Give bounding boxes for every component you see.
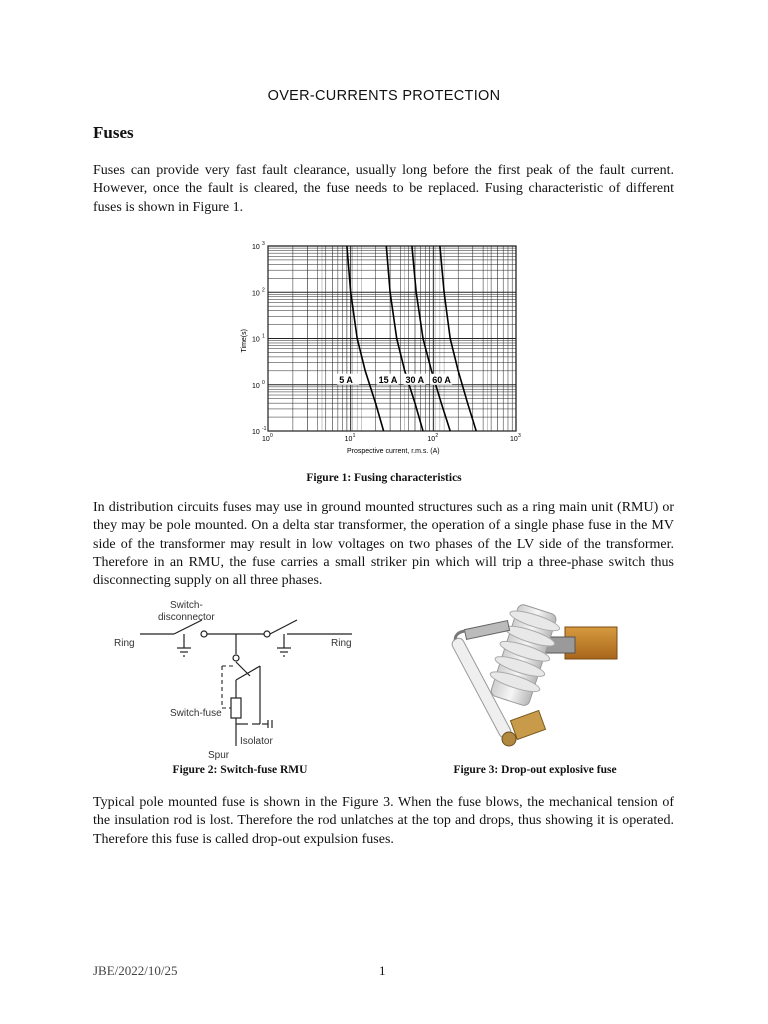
y-tick-label: 10 [252, 429, 260, 436]
x-tick-label: 10 [344, 436, 353, 443]
x-tick-label: 10 [510, 436, 518, 443]
y-tick-exponent: -1 [262, 426, 267, 432]
section-heading: Fuses [93, 123, 134, 142]
y-tick-exponent: 0 [262, 379, 265, 386]
label-ring-right: Ring [331, 638, 352, 649]
y-tick-label: 10 [252, 382, 260, 390]
x-axis-label: Prospective current, r.m.s. (A) [347, 448, 440, 455]
drop-out-fuse-photo [445, 597, 620, 757]
y-tick-exponent: 1 [262, 333, 265, 340]
label-ring-left: Ring [114, 638, 135, 649]
switch-fuse-rmu-diagram [112, 596, 362, 764]
x-tick-exponent: 0 [270, 433, 273, 439]
curve-label: 5 A [339, 374, 353, 385]
label-isolator: Isolator [240, 736, 273, 747]
label-switch-fuse: Switch-fuse [170, 708, 222, 719]
x-tick-label: 10 [427, 436, 436, 443]
label-spur: Spur [208, 750, 230, 761]
curve-label: 15 A [378, 374, 398, 385]
fusing-characteristics-chart [228, 236, 538, 462]
paragraph-rmu: In distribution circuits fuses may use in ground mounted structures such as a ring main unit (RMU) or they may be pole mounted. On a delta star transformer, the operation of a single phase fuse in the MV side of the transformer may result in low voltages on two phases of the LV side of the transformer. Therefore in an RMU, the fuse carries a small striker pin which will trip a three-phase switch thus disconnecting supply on all three phases. [93, 500, 674, 589]
figure2-caption: Figure 2: Switch-fuse RMU [172, 764, 308, 776]
figure1-caption: Figure 1: Fusing characteristics [306, 472, 462, 484]
paragraph-pole-mounted: Typical pole mounted fuse is shown in the Figure 3. When the fuse blows, the mechanical tension of the insulation rod is lost. Therefore the rod unlatches at the top and drops, thus showing it is operated. Therefore this fuse is called drop-out expulsion fuses. [93, 795, 674, 847]
chart-grid [268, 246, 516, 431]
y-tick-label: 10 [252, 290, 260, 298]
x-tick-exponent: 2 [435, 433, 439, 439]
curve-label: 60 A [432, 374, 451, 385]
label-switch-disconnector-line1: Switch- [170, 600, 203, 611]
x-tick-label: 10 [262, 436, 270, 443]
label-switch-disconnector-line2: disconnector [158, 612, 215, 623]
page-number: 1 [379, 963, 386, 978]
y-axis-label: Time(s) [241, 329, 248, 353]
paragraph-intro: Fuses can provide very fast fault clearance, usually long before the first peak of the fault current. However, once the fault is cleared, the fuse needs to be replaced. Fusing characteristic of different fuses is shown in Figure 1. [93, 163, 674, 215]
x-tick-exponent: 3 [518, 433, 521, 439]
y-tick-label: 10 [252, 244, 260, 251]
x-tick-exponent: 1 [352, 433, 356, 439]
page-title: OVER-CURRENTS PROTECTION [267, 88, 501, 104]
curve-label: 30 A [405, 374, 425, 385]
footer-date: JBE/2022/10/25 [93, 963, 178, 978]
y-tick-exponent: 3 [262, 241, 265, 247]
y-tick-exponent: 2 [262, 287, 265, 294]
y-tick-label: 10 [252, 336, 260, 344]
figure3-caption: Figure 3: Drop-out explosive fuse [453, 764, 617, 776]
